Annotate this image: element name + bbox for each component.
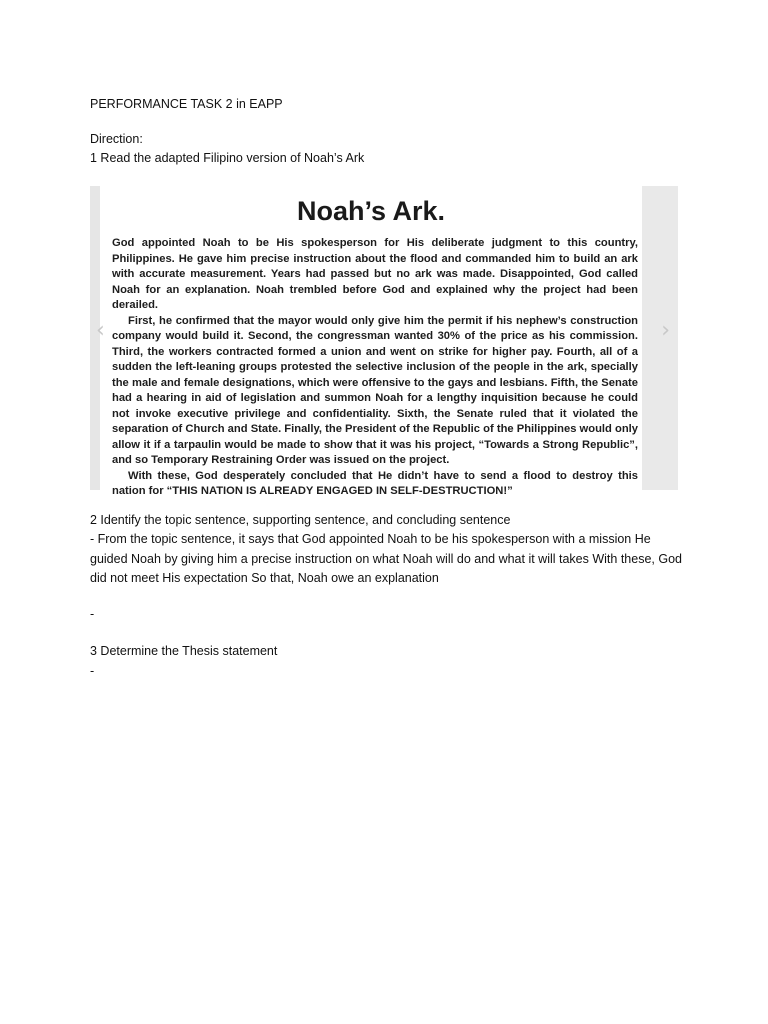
image-content [100,186,642,497]
ark-title: Noah’s Ark. [296,196,446,226]
chevron-right-icon[interactable]: › [661,318,670,343]
step-2-answer: - From the topic sentence, it says that God appointed Noah to be his spokesperson with a mission He guided Noah by giving him a precise instruction on what Noah will do and what it will takes With these, God did not meet His expectation So that, Noah owe an explanation [90,532,682,585]
step-1-instruction: 1 Read the adapted Filipino version of Noah’s Ark [90,151,365,165]
document-heading: PERFORMANCE TASK 2 in EAPP [90,97,283,111]
image-right-margin [642,186,678,490]
direction-label: Direction: [90,132,143,146]
answer-dash: - [90,607,95,621]
answer-dash-2: - [90,664,95,678]
ark-paragraph-1: God appointed Noah to be His spokesperson for His deliberate judgment to this country, Philippines. He gave him precise instruction about the flood and commanded him to build an ark with accurate measurement. Years had passed but no ark was made. Disappointed, God called Noah for an explanation. Noah trembled before God and explained why the project had been derailed. [112,237,638,311]
ark-paragraph-2: First, he confirmed that the mayor would only give him the permit if his nephew’s construction company would build it. Second, the congressman wanted 30% of the price as his commission. Third, the workers contracted formed a union and went on strike for higher pay. Fourth, all of a sudden the left-leaning groups protested the selective inclusion of the people in the ark, specially the male and female designations, which were offensive to the gays and lesbians. Fifth, the Senate had a hearing in aid of legislation and summon Noah for a lengthy inquisition because he could not invoke executive privilege and confidentiality. Sixth, the Senate ruled that it violated the separation of Church and State. Finally, the President of the Republic of the Philippines would only allow it if a tarpaulin would be made to show that it was his project, “Towards a Strong Republic”, and so Temporary Restraining Order was issued on the project. [112,314,638,466]
chevron-left-icon[interactable]: ‹ [96,318,105,343]
ark-paragraph-3: With these, God desperately concluded that He didn’t have to send a flood to destroy this nation for “THIS NATION IS ALREADY ENGAGED IN SELF-DESTRUCTION!” [112,469,638,497]
ark-story [112,236,638,500]
step-3-instruction: 3 Determine the Thesis statement [90,644,278,658]
step-2-instruction: 2 Identify the topic sentence, supporting sentence, and concluding sentence [90,513,511,527]
noahs-ark-image [90,186,678,497]
